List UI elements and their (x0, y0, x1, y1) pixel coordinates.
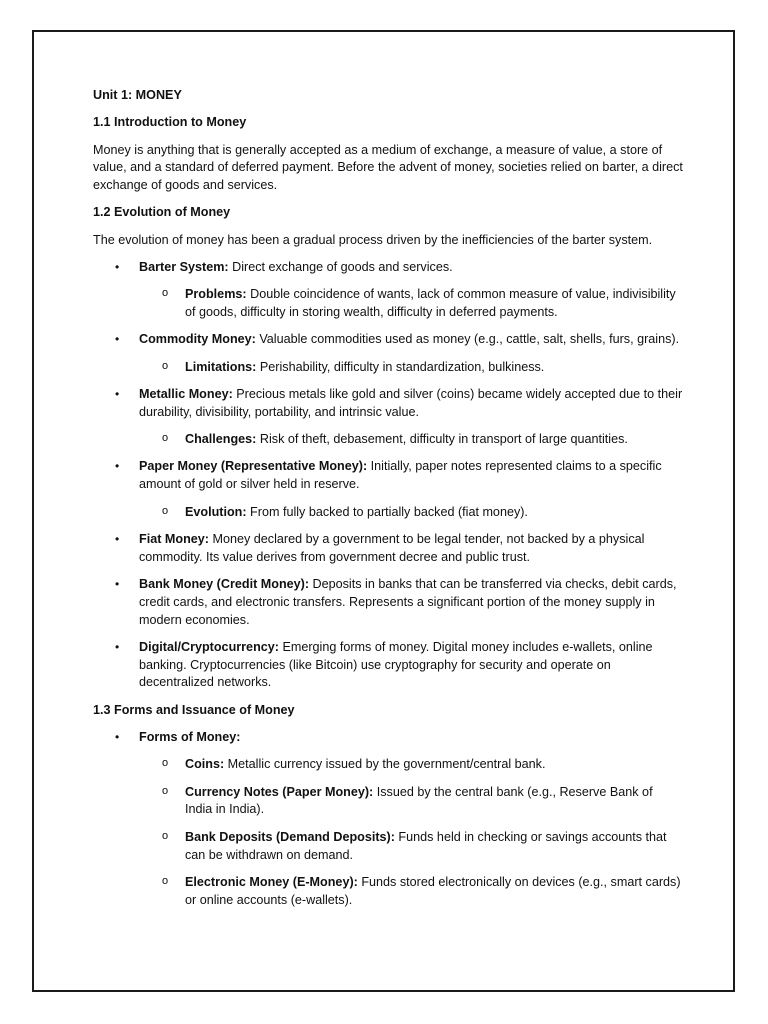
item-term: Digital/Cryptocurrency: (139, 639, 279, 654)
sub-item-term: Electronic Money (E-Money): (185, 874, 358, 889)
bullet-icon: • (115, 459, 120, 474)
unit-title: Unit 1: MONEY (93, 88, 182, 102)
list-item-barter (93, 259, 683, 322)
item-text: Initially, paper notes represented claims to a specific amount of gold or silver held in reserve. (139, 459, 662, 492)
hollow-bullet-icon: o (162, 784, 169, 797)
item-text: Direct exchange of goods and services. (228, 260, 453, 275)
sub-item-currency-notes (93, 784, 683, 820)
section-heading-intro: 1.1 Introduction to Money (93, 115, 247, 130)
bullet-icon: • (115, 639, 120, 654)
list-item-paper-money (93, 458, 683, 521)
item-text: Deposits in banks that can be transferred via checks, debit cards, credit cards, and electronic transfers. Represents a significant portion of the money supply in modern economies. (139, 576, 677, 627)
item-term: Bank Money (Credit Money): (139, 576, 310, 591)
sub-item-text: Funds stored electronically on devices (e.g., smart cards) or online accounts (e-wallets). (185, 874, 681, 907)
item-text: Precious metals like gold and silver (coins) became widely accepted due to their durability, divisibility, portability, and intrinsic value. (139, 387, 683, 419)
bullet-icon: • (115, 387, 120, 402)
section-heading-evolution: 1.2 Evolution of Money (93, 205, 231, 220)
list-item-bank-money (93, 576, 683, 629)
evolution-list (93, 259, 683, 692)
sub-item-term: Problems: (185, 287, 247, 302)
item-term: Metallic Money: (139, 387, 233, 402)
item-text: Valuable commodities used as money (e.g., cattle, salt, shells, furs, grains). (255, 332, 680, 347)
item-term: Forms of Money: (139, 730, 241, 745)
sub-item-term: Limitations: (185, 359, 257, 374)
sub-item-text: Double coincidence of wants, lack of common measure of value, indivisibility of goods, difficulty in storing wealth, difficulty in deferred payments. (185, 287, 676, 320)
bullet-icon: • (115, 531, 120, 546)
bullet-icon: • (115, 260, 120, 275)
sub-item-text: Risk of theft, debasement, difficulty in transport of large quantities. (256, 432, 628, 447)
hollow-bullet-icon: o (162, 504, 169, 517)
bullet-icon: • (115, 332, 120, 347)
sub-item-term: Bank Deposits (Demand Deposits): (185, 829, 395, 844)
hollow-bullet-icon: o (162, 757, 169, 770)
sub-item-text: From fully backed to partially backed (fiat money). (246, 504, 528, 519)
evolution-intro-paragraph: The evolution of money has been a gradual process driven by the inefficiencies of the barter system. (93, 232, 653, 247)
sub-item-problems (139, 286, 683, 322)
sub-item-text: Perishability, difficulty in standardization, bulkiness. (256, 359, 545, 374)
item-text: Emerging forms of money. Digital money includes e-wallets, online banking. Cryptocurrencies (like Bitcoin) use cryptography for security and operate on decentralized networks. (139, 639, 653, 690)
hollow-bullet-icon: o (162, 874, 169, 887)
list-item-digital-cryptocurrency (93, 639, 683, 692)
intro-paragraph: Money is anything that is generally accepted as a medium of exchange, a measure of value, a store of value, and a standard of deferred payment. Before the advent of money, societies relied on barter, a direct exchange of goods and services. (93, 142, 683, 193)
item-term: Paper Money (Representative Money): (139, 459, 368, 474)
hollow-bullet-icon: o (162, 287, 169, 300)
item-text: Money declared by a government to be legal tender, not backed by a physical commodity. Its value derives from government decree and public trust. (139, 531, 645, 564)
section-heading-forms: 1.3 Forms and Issuance of Money (93, 702, 295, 717)
item-term: Barter System: (139, 260, 229, 275)
sub-item-evolution (139, 504, 683, 522)
sub-item-term: Coins: (185, 757, 225, 772)
sub-item-challenges (139, 431, 683, 449)
forms-list (93, 729, 683, 909)
list-item-metallic-money (93, 386, 683, 449)
sub-item-bank-deposits (93, 829, 683, 865)
list-item-commodity-money (93, 331, 683, 376)
sub-item-term: Evolution: (185, 504, 247, 519)
sub-item-term: Challenges: (185, 432, 257, 447)
hollow-bullet-icon: o (162, 432, 169, 445)
sub-item-text: Issued by the central bank (e.g., Reserve Bank of India in India). (185, 784, 653, 817)
sub-item-electronic-money (93, 874, 683, 910)
bullet-icon: • (115, 730, 120, 745)
hollow-bullet-icon: o (162, 359, 169, 372)
sub-item-limitations (139, 359, 683, 377)
document-body (93, 87, 683, 919)
item-term: Fiat Money: (139, 531, 209, 546)
sub-item-text: Funds held in checking or savings accounts that can be withdrawn on demand. (185, 829, 667, 862)
hollow-bullet-icon: o (162, 829, 169, 842)
item-term: Commodity Money: (139, 332, 256, 347)
sub-item-text: Metallic currency issued by the government/central bank. (224, 757, 546, 772)
sub-item-coins (93, 756, 683, 774)
list-item-fiat-money (93, 531, 683, 567)
list-item-forms-of-money (93, 729, 683, 747)
sub-item-term: Currency Notes (Paper Money): (185, 784, 374, 799)
bullet-icon: • (115, 576, 120, 591)
